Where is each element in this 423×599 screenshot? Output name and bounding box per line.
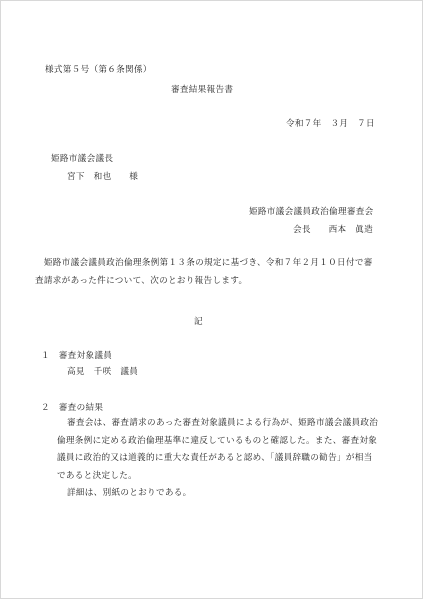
intro-line: 査請求があった件について、次のとおり報告します。 bbox=[35, 275, 248, 286]
section2-line: であると決定した。 bbox=[57, 470, 138, 481]
section2-line: 倫理条例に定める政治倫理基準に違反しているものと確認した。また、審査対象 bbox=[57, 435, 378, 446]
document-date: 令和７年 ３月 ７日 bbox=[286, 119, 375, 129]
section1-heading: １ 審査対象議員 bbox=[41, 351, 113, 361]
section2-line: 議員に政治的又は道義的に重大な責任があると認め、「議員辞職の勧告」が相当 bbox=[57, 453, 373, 463]
section2-body bbox=[57, 415, 379, 503]
form-number: 様式第５号（第６条関係） bbox=[45, 65, 152, 75]
sender-name: 会長 西本 眞造 bbox=[293, 225, 374, 235]
addressee-name: 宮下 和也 様 bbox=[67, 172, 139, 182]
intro-paragraph bbox=[35, 255, 373, 290]
ki-heading: 記 bbox=[194, 317, 203, 327]
section2-line: 詳細は、別紙のとおりである。 bbox=[67, 488, 192, 498]
intro-line: 姫路市議会議員政治倫理条例第１３条の規定に基づき、令和７年２月１０日付で審 bbox=[35, 258, 373, 268]
sender-org: 姫路市議会議員政治倫理審査会 bbox=[249, 207, 374, 217]
document-title: 審査結果報告書 bbox=[171, 85, 234, 95]
addressee-org: 姫路市議会議長 bbox=[51, 154, 114, 164]
section2-line: 審査会は、審査請求のあった審査対象議員による行為が、姫路市議会議員政治 bbox=[67, 418, 379, 428]
section1-body: 高見 千咲 議員 bbox=[67, 367, 139, 377]
section2-heading: ２ 審査の結果 bbox=[41, 403, 104, 413]
